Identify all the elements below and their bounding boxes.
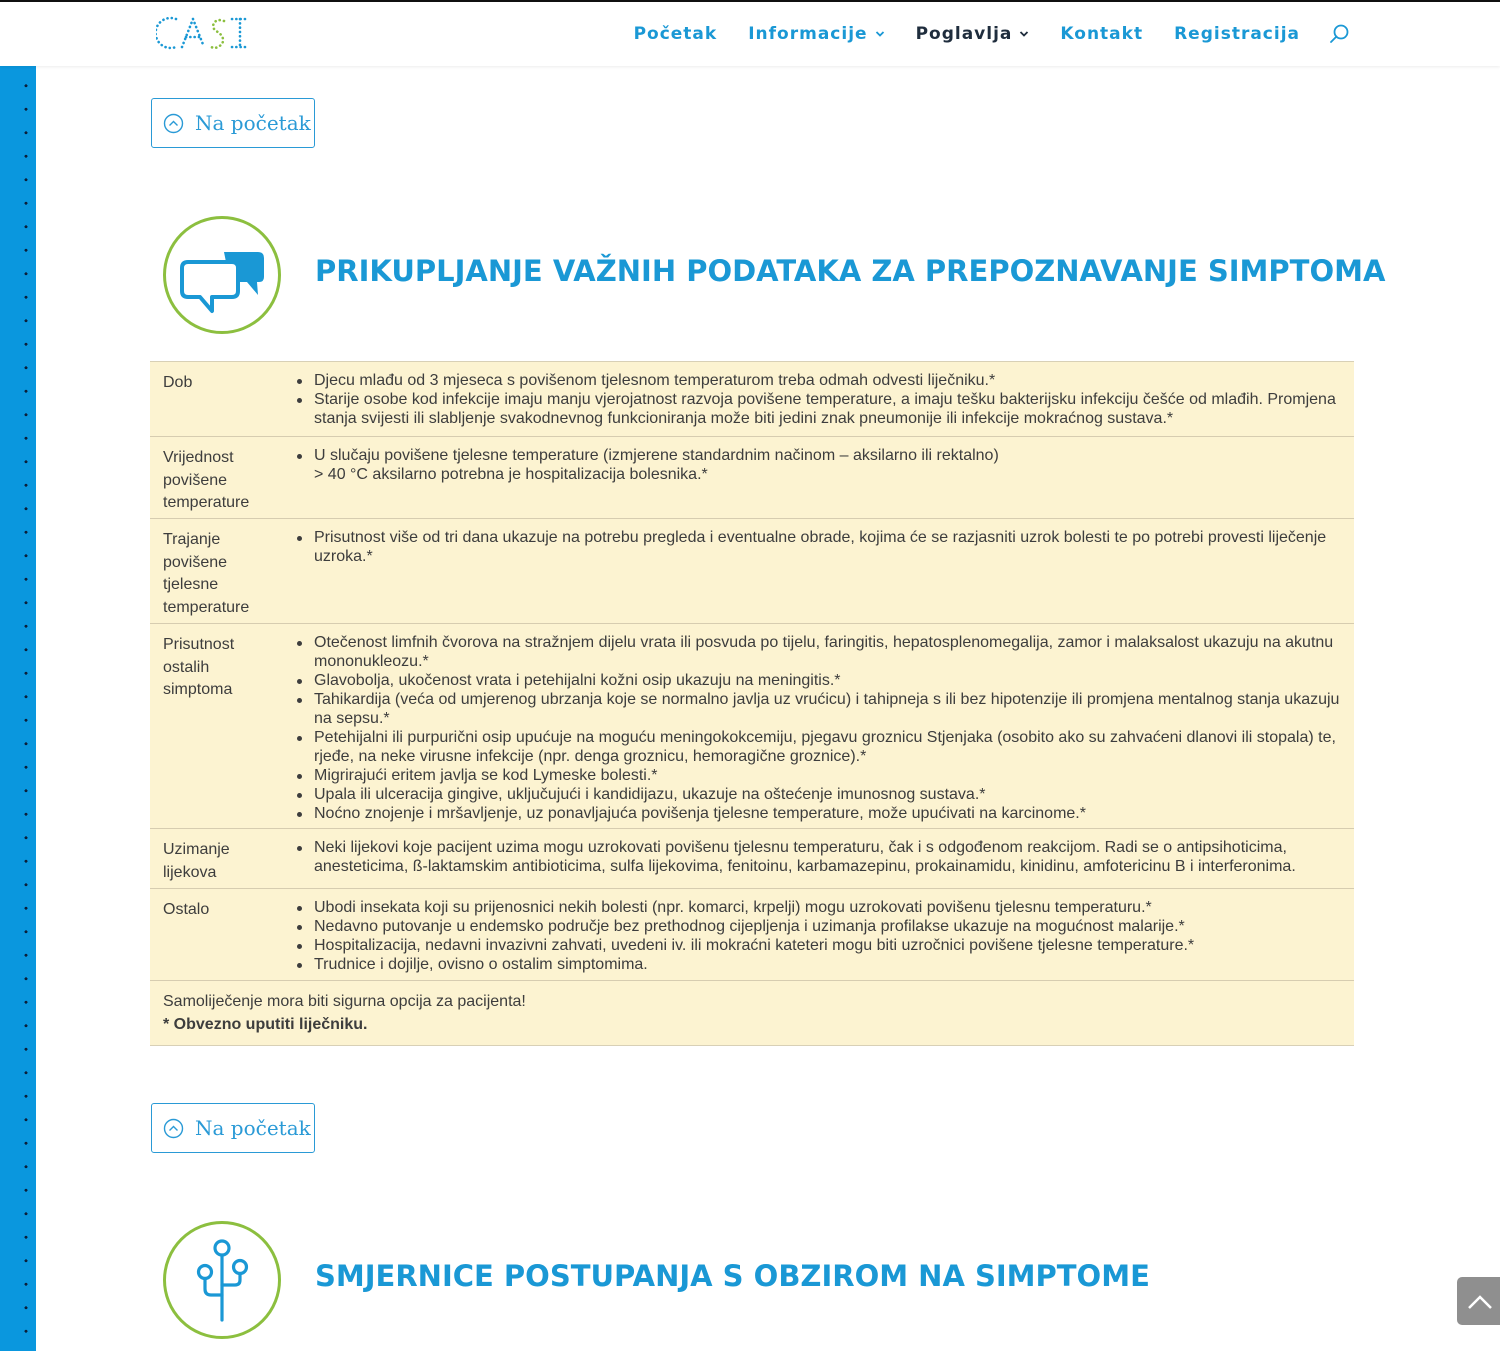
list-item: Petehijalni ili purpurični osip upućuje na moguću meningokokcemiju, pjegavu groznicu Stjenjaka (osobito ako su zahvaćeni dlanovi ili stopala) te, rjeđe, na neke virusne infekcije (npr. denga groznicu, hemoragične groznice).* — [287, 728, 1340, 766]
back-to-top-label: Na početak — [195, 111, 311, 135]
row-label: Uzimanje lijekova — [163, 841, 230, 881]
row-label: Vrijednost povišene temperature — [163, 449, 250, 511]
chevron-down-icon — [1019, 29, 1029, 39]
list-item: Neki lijekovi koje pacijent uzima mogu uzrokovati povišenu tjelesnu temperaturu, čak i s odgođenom reakcijom. Radi se o antipsihoticima, anesteticima, ß-laktamskim antibioticima, sulfa lijekovima, fenitoinu, karbamazepinu, prokainamidu, kinidinu, amfotericinu B i interferonima. — [287, 838, 1340, 876]
list-item: Djecu mlađu od 3 mjeseca s povišenom tjelesnom temperaturom treba odmah odvesti liječniku.* — [287, 371, 1340, 390]
speech-bubbles-icon — [166, 219, 278, 331]
back-to-top-button[interactable] — [151, 98, 315, 148]
dotted-line — [24, 66, 28, 1351]
list-item: U slučaju povišene tjelesne temperature (izmjerene standardnim načinom – aksilarno ili rektalno) > 40 °C aksilarno potrebna je hospitalizacija bolesnika.* — [287, 446, 1340, 484]
chevron-up-circle-icon — [163, 113, 184, 134]
list-item: Ubodi insekata koji su prijenosnici nekih bolesti (npr. komarci, krpelji) mogu uzrokovati povišenu tjelesnu temperaturu.* — [287, 898, 1340, 917]
nav-registracija[interactable]: Registracija — [1174, 24, 1300, 44]
row-content — [287, 624, 1354, 828]
search-icon[interactable] — [1328, 23, 1350, 45]
section-icon — [163, 1221, 281, 1339]
table-row — [150, 437, 1354, 519]
scroll-to-top-button[interactable] — [1457, 1277, 1500, 1325]
chevron-down-icon — [875, 29, 885, 39]
row-label: Trajanje povišene tjelesne temperature — [163, 531, 250, 616]
row-content — [287, 889, 1354, 980]
list-item: Migrirajući eritem javlja se kod Lymeske bolesti.* — [287, 766, 1340, 785]
section-title: SMJERNICE POSTUPANJA S OBZIROM NA SIMPTOME — [315, 1259, 1150, 1293]
row-content — [287, 362, 1354, 436]
table-note-row — [150, 981, 1354, 1045]
table-row — [150, 624, 1354, 829]
self-medication-note: Samoliječenje mora biti sigurna opcija za pacijenta! — [163, 993, 526, 1010]
casi-logo[interactable] — [156, 13, 252, 53]
table-row — [150, 829, 1354, 889]
nav-informacije[interactable]: Informacije — [748, 24, 884, 44]
section-title: PRIKUPLJANJE VAŽNIH PODATAKA ZA PREPOZNAVANJE SIMPTOMA — [315, 254, 1386, 288]
table-row — [150, 362, 1354, 437]
chevron-up-icon — [1457, 1277, 1500, 1325]
doctor-referral-note: * Obvezno uputiti liječniku. — [163, 1016, 368, 1033]
nav-kontakt[interactable]: Kontakt — [1060, 24, 1144, 44]
decision-tree-icon — [166, 1224, 278, 1336]
back-to-top-label: Na početak — [195, 1116, 311, 1140]
list-item: Glavobolja, ukočenost vrata i petehijalni kožni osip ukazuju na meningitis.* — [287, 671, 1340, 690]
list-item: Prisutnost više od tri dana ukazuje na potrebu pregleda i eventualne obrade, kojima će se razjasniti uzrok bolesti te po potrebi provesti liječenje uzroka.* — [287, 528, 1340, 566]
row-label: Prisutnost ostalih simptoma — [163, 636, 235, 698]
chevron-up-circle-icon — [163, 1118, 184, 1139]
row-label: Ostalo — [163, 901, 210, 918]
row-content — [287, 519, 1354, 623]
section-icon — [163, 216, 281, 334]
table-row — [150, 889, 1354, 981]
list-item: Otečenost limfnih čvorova na stražnjem dijelu vrata ili posvuda po tijelu, faringitis, hepatosplenomegalija, zamor i malaksalost ukazuju na akutnu mononukleozu.* — [287, 633, 1340, 671]
back-to-top-button[interactable] — [151, 1103, 315, 1153]
left-decorative-bar — [0, 66, 36, 1351]
list-item: Hospitalizacija, nedavni invazivni zahvati, uvedeni iv. ili mokraćni kateteri mogu biti uzročnici povišene tjelesne temperature.* — [287, 936, 1340, 955]
list-item: Noćno znojenje i mršavljenje, uz ponavljajuća povišenja tjelesne temperature, može upućivati na karcinome.* — [287, 804, 1340, 823]
list-item: Nedavno putovanje u endemsko područje bez prethodnog cijepljenja i uzimanja profilakse ukazuje na mogućnost malarije.* — [287, 917, 1340, 936]
row-label: Dob — [163, 374, 193, 391]
table-row — [150, 519, 1354, 624]
nav-pocetak[interactable]: Početak — [633, 24, 718, 44]
site-header — [0, 2, 1500, 66]
list-item: Tahikardija (veća od umjerenog ubrzanja koje se normalno javlja uz vrućicu) i tahipneja s ili bez hipotenzije ili promjena mentalnog stanja ukazuju na sepsu.* — [287, 690, 1340, 728]
symptom-info-table — [150, 361, 1354, 1046]
main-nav — [603, 2, 1350, 66]
row-content — [287, 829, 1354, 888]
row-content — [287, 437, 1354, 518]
table-note — [150, 981, 539, 1045]
list-item: Starije osobe kod infekcije imaju manju vjerojatnost razvoja povišene temperature, a imaju tešku bakterijsku infekciju češće od mlađih. Promjena stanja svijesti ili slabljenje svakodnevnog funkcioniranja može biti jedini znak pneumonije ili infekcije mokraćnog sustava.* — [287, 390, 1340, 428]
list-item: Trudnice i dojilje, ovisno o ostalim simptomima. — [287, 955, 1340, 974]
nav-poglavlja[interactable]: Poglavlja — [916, 24, 1030, 44]
list-item: Upala ili ulceracija gingive, uključujući i kandidijazu, ukazuje na oštećenje imunosnog sustava.* — [287, 785, 1340, 804]
